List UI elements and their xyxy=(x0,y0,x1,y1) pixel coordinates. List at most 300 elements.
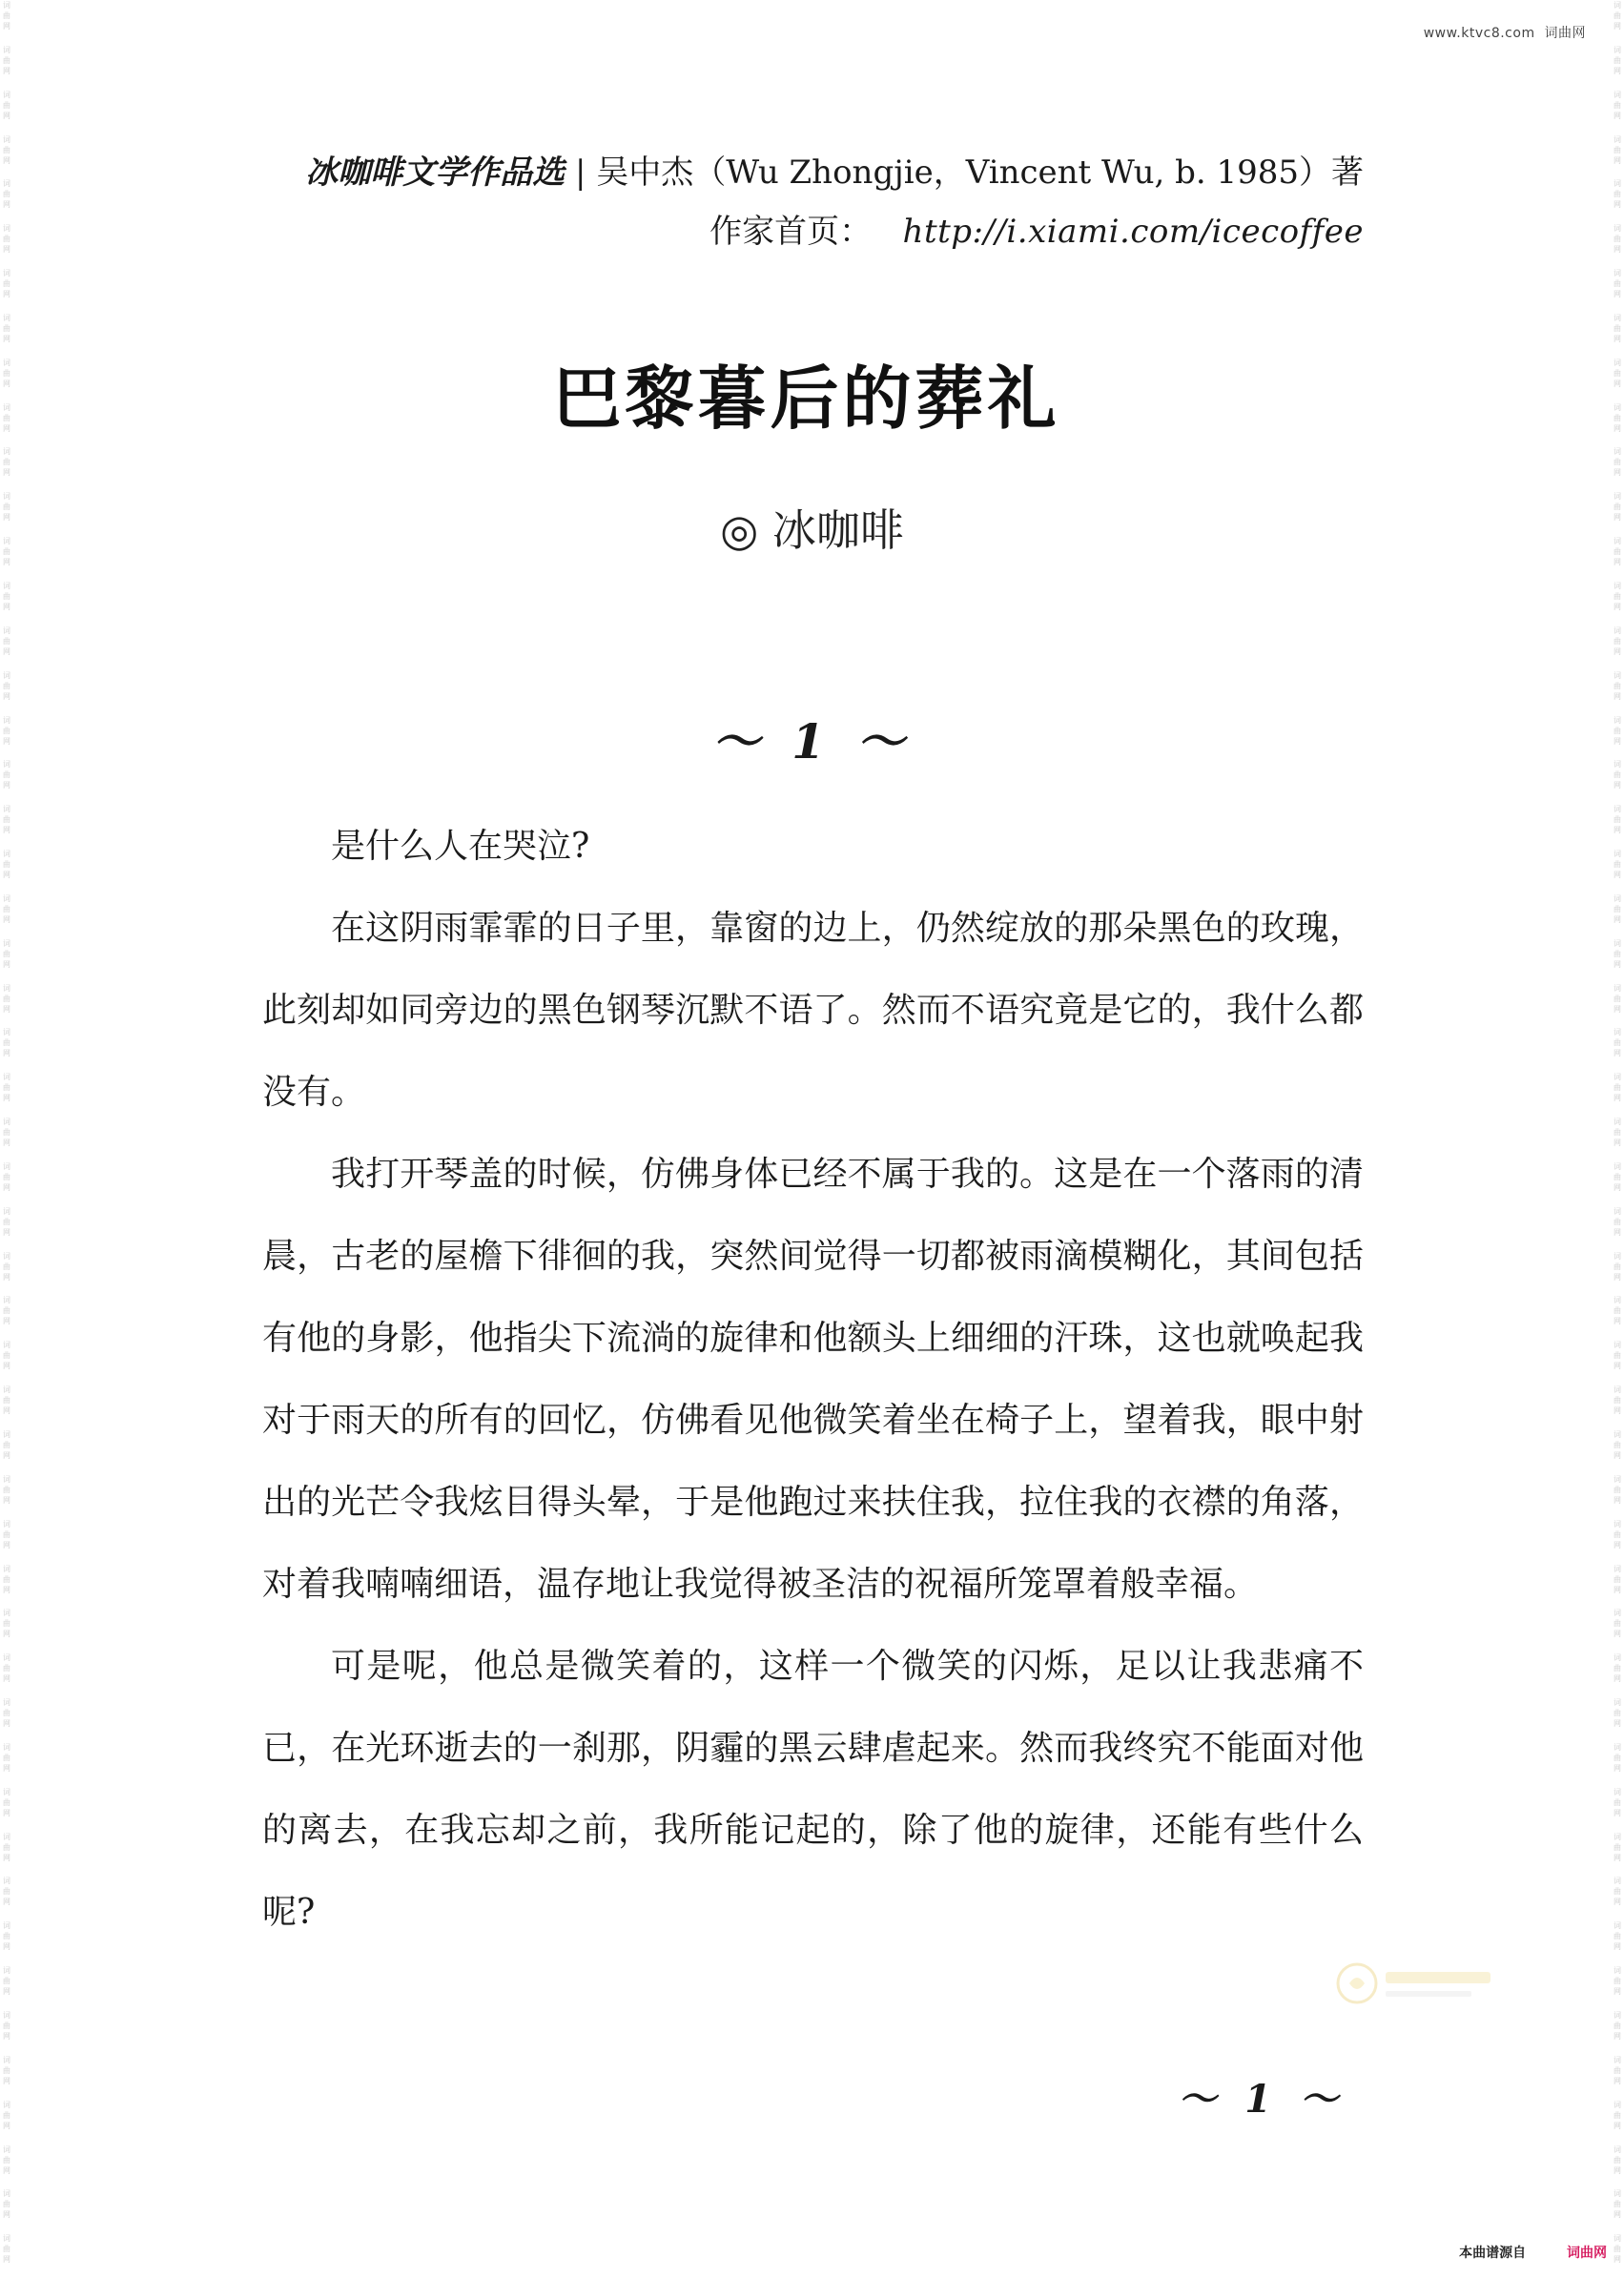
watermark-glyph: 网 xyxy=(1614,558,1621,567)
watermark-gap xyxy=(1611,1997,1624,2010)
watermark-glyph: 词 xyxy=(1614,1073,1621,1082)
watermark-glyph: 网 xyxy=(1614,423,1621,433)
watermark-gap xyxy=(1611,1326,1624,1340)
watermark-glyph: 曲 xyxy=(1614,2200,1621,2209)
watermark-glyph: 网 xyxy=(3,1630,10,1639)
watermark-glyph: 曲 xyxy=(1614,458,1621,467)
watermark-gap xyxy=(0,1639,13,1652)
watermark-glyph: 网 xyxy=(3,155,10,165)
chapter-marker: ～ 1 ～ xyxy=(711,713,913,770)
watermark-glyph: 词 xyxy=(3,2010,10,2020)
watermark-glyph: 网 xyxy=(3,826,10,835)
watermark-glyph: 曲 xyxy=(1614,2110,1621,2120)
watermark-glyph: 曲 xyxy=(1614,145,1621,154)
watermark-glyph: 词 xyxy=(1614,983,1621,993)
watermark-glyph: 网 xyxy=(3,914,10,924)
watermark-glyph: 词 xyxy=(3,581,10,590)
watermark-glyph: 曲 xyxy=(1614,770,1621,780)
watermark-glyph: 词 xyxy=(1614,1341,1621,1350)
watermark-glyph: 词 xyxy=(3,938,10,948)
watermark-gap xyxy=(0,1283,13,1296)
watermark-glyph: 曲 xyxy=(3,1083,10,1093)
watermark-gap xyxy=(1611,1774,1624,1787)
watermark-glyph: 曲 xyxy=(3,2110,10,2120)
watermark-glyph: 网 xyxy=(3,245,10,255)
watermark-glyph: 曲 xyxy=(1614,1664,1621,1673)
watermark-glyph: 词 xyxy=(1614,1564,1621,1573)
watermark-glyph: 网 xyxy=(1614,1630,1621,1639)
watermark-glyph: 词 xyxy=(3,1385,10,1395)
watermark-glyph: 词 xyxy=(3,1519,10,1529)
watermark-glyph: 词 xyxy=(3,2234,10,2244)
footer-source: 本曲谱源自 xyxy=(1459,2246,1527,2261)
watermark-glyph: 曲 xyxy=(3,1887,10,1897)
watermark-gap xyxy=(1611,1550,1624,1564)
watermark-glyph: 网 xyxy=(3,1406,10,1416)
watermark-glyph: 网 xyxy=(1614,2031,1621,2041)
watermark-glyph: 网 xyxy=(3,423,10,433)
document-header xyxy=(305,143,1364,261)
watermark-glyph: 网 xyxy=(3,1004,10,1014)
watermark-glyph: 网 xyxy=(1614,66,1621,75)
watermark-glyph: 曲 xyxy=(3,2065,10,2075)
watermark-glyph: 曲 xyxy=(1614,1351,1621,1361)
watermark-glyph: 曲 xyxy=(3,279,10,289)
watermark-glyph: 词 xyxy=(1614,1787,1621,1796)
watermark-glyph: 曲 xyxy=(1614,1396,1621,1406)
watermark-gap xyxy=(1611,1729,1624,1742)
watermark-gap xyxy=(0,1058,13,1072)
watermark-glyph: 曲 xyxy=(1614,1262,1621,1271)
watermark-gap xyxy=(1611,2220,1624,2233)
watermark-glyph: 曲 xyxy=(1614,11,1621,20)
watermark-glyph: 词 xyxy=(1614,805,1621,814)
watermark-glyph: 曲 xyxy=(3,1441,10,1449)
watermark-glyph: 词 xyxy=(1614,1698,1621,1708)
watermark-gap xyxy=(1611,1461,1624,1474)
watermark-glyph: 词 xyxy=(3,492,10,502)
watermark-gap xyxy=(0,1371,13,1385)
watermark-gap xyxy=(0,1595,13,1609)
watermark-glyph: 词 xyxy=(1614,269,1621,278)
watermark-glyph: 词 xyxy=(1614,1206,1621,1216)
watermark-glyph: 网 xyxy=(1614,468,1621,478)
watermark-glyph: 网 xyxy=(3,200,10,210)
watermark-glyph: 词 xyxy=(1614,313,1621,322)
watermark-glyph: 曲 xyxy=(1614,949,1621,958)
watermark-glyph: 词 xyxy=(1614,2189,1621,2199)
page-number: ～ 1 ～ xyxy=(1178,2077,1346,2122)
watermark-glyph: 网 xyxy=(1614,1987,1621,1997)
watermark-glyph: 曲 xyxy=(1614,1753,1621,1762)
watermark-glyph: 曲 xyxy=(3,1396,10,1406)
watermark-glyph: 网 xyxy=(3,334,10,343)
watermark-glyph: 曲 xyxy=(3,1842,10,1852)
watermark-glyph: 词 xyxy=(3,1787,10,1796)
watermark-glyph: 曲 xyxy=(3,2200,10,2209)
watermark-gap xyxy=(0,210,13,223)
watermark-glyph: 网 xyxy=(3,959,10,969)
watermark-glyph: 词 xyxy=(1614,90,1621,99)
watermark-glyph: 网 xyxy=(1614,1674,1621,1684)
watermark-gap xyxy=(0,612,13,626)
watermark-gap xyxy=(1611,2176,1624,2189)
watermark-glyph: 曲 xyxy=(3,994,10,1003)
watermark-glyph: 网 xyxy=(3,2031,10,2041)
watermark-glyph: 曲 xyxy=(3,2245,10,2254)
watermark-glyph: 词 xyxy=(1614,1118,1621,1127)
watermark-gap xyxy=(0,835,13,849)
watermark-logo-icon xyxy=(1330,1955,1511,2012)
watermark-glyph: 词 xyxy=(1614,447,1621,457)
watermark-glyph: 网 xyxy=(3,2121,10,2130)
watermark-glyph: 曲 xyxy=(3,1797,10,1807)
watermark-glyph: 词 xyxy=(3,45,10,54)
watermark-glyph: 词 xyxy=(3,1564,10,1573)
watermark-gap xyxy=(0,1907,13,1920)
watermark-glyph: 曲 xyxy=(1614,368,1621,378)
watermark-glyph: 词 xyxy=(3,358,10,367)
watermark-glyph: 网 xyxy=(1614,1942,1621,1952)
watermark-glyph: 网 xyxy=(3,111,10,120)
watermark-glyph: 曲 xyxy=(1614,1709,1621,1718)
watermark-glyph: 网 xyxy=(3,1853,10,1862)
watermark-glyph: 曲 xyxy=(3,1932,10,1941)
watermark-glyph: 网 xyxy=(1614,871,1621,880)
watermark-glyph: 词 xyxy=(1614,1921,1621,1931)
watermark-gap xyxy=(0,1238,13,1251)
watermark-gap xyxy=(0,1863,13,1877)
watermark-glyph: 词 xyxy=(3,1073,10,1082)
watermark-glyph: 网 xyxy=(3,1898,10,1907)
header-line-2 xyxy=(305,202,1364,261)
watermark-glyph: 网 xyxy=(3,1182,10,1192)
watermark-glyph: 词 xyxy=(1614,1742,1621,1752)
watermark-glyph: 曲 xyxy=(1614,190,1621,199)
paragraph: 我打开琴盖的时候，仿佛身体已经不属于我的。这是在一个落雨的清晨，古老的屋檐下徘徊的我，突然间觉得一切都被雨滴模糊化，其间包括有他的身影，他指尖下流淌的旋律和他额头上细细的汗珠，这也就唤起我对于雨天的所有的回忆，仿佛看见他微笑着坐在椅子上，望着我，眼中射出的光芒令我炫目得头晕，于是他跑过来扶住我，拉住我的衣襟的角落，对着我喃喃细语，温存地让我觉得被圣洁的祝福所笼罩着般幸福。 xyxy=(262,1155,1364,1604)
watermark-glyph: 曲 xyxy=(1614,1619,1621,1629)
watermark-glyph: 网 xyxy=(3,1094,10,1103)
watermark-glyph: 网 xyxy=(3,2165,10,2175)
watermark-glyph: 网 xyxy=(1614,959,1621,969)
watermark-glyph: 曲 xyxy=(1614,2021,1621,2030)
watermark-glyph: 曲 xyxy=(1614,547,1621,557)
watermark-gap xyxy=(1611,1371,1624,1385)
watermark-glyph: 词 xyxy=(1614,938,1621,948)
watermark-gap xyxy=(1611,1416,1624,1429)
watermark-glyph: 词 xyxy=(3,893,10,903)
watermark-glyph: 曲 xyxy=(1614,681,1621,690)
watermark-glyph: 网 xyxy=(1614,2076,1621,2085)
watermark-gap xyxy=(0,166,13,179)
watermark-glyph: 网 xyxy=(3,1719,10,1729)
watermark-glyph: 曲 xyxy=(3,860,10,870)
watermark-glyph: 曲 xyxy=(1614,860,1621,870)
watermark-glyph: 网 xyxy=(3,290,10,299)
watermark-glyph: 网 xyxy=(3,602,10,611)
watermark-glyph: 曲 xyxy=(3,1664,10,1673)
watermark-gap xyxy=(1611,1863,1624,1877)
watermark-glyph: 曲 xyxy=(3,100,10,110)
watermark-glyph: 曲 xyxy=(3,815,10,825)
watermark-glyph: 词 xyxy=(1614,134,1621,144)
watermark-glyph: 曲 xyxy=(3,636,10,646)
watermark-glyph: 网 xyxy=(1614,1094,1621,1103)
homepage-url: http://i.xiami.com/icecoffee xyxy=(902,213,1364,251)
author-info: 吴中杰（Wu Zhongjie，Vincent Wu, b. 1985）著 xyxy=(596,154,1364,192)
watermark-gap xyxy=(0,1729,13,1742)
watermark-gap xyxy=(0,1818,13,1832)
watermark-glyph: 词 xyxy=(3,626,10,635)
watermark-glyph: 词 xyxy=(1614,1,1621,10)
watermark-gap xyxy=(1611,1506,1624,1519)
watermark-glyph: 网 xyxy=(1614,1585,1621,1594)
watermark-glyph: 网 xyxy=(1614,914,1621,924)
watermark-glyph: 网 xyxy=(1614,22,1621,31)
watermark-gap xyxy=(1611,1238,1624,1251)
watermark-glyph: 网 xyxy=(1614,155,1621,165)
watermark-gap xyxy=(0,2265,13,2278)
watermark-gap xyxy=(1611,1193,1624,1206)
watermark-glyph: 网 xyxy=(1614,1004,1621,1014)
footer xyxy=(1459,2243,1607,2262)
watermark-glyph: 曲 xyxy=(1614,1574,1621,1584)
watermark-glyph: 网 xyxy=(3,66,10,75)
watermark-glyph: 网 xyxy=(3,1495,10,1505)
watermark-gap xyxy=(0,1997,13,2010)
watermark-glyph: 曲 xyxy=(3,1753,10,1762)
watermark-glyph: 曲 xyxy=(3,458,10,467)
watermark-glyph: 词 xyxy=(3,2189,10,2199)
watermark-gap xyxy=(1611,2265,1624,2278)
watermark-gap xyxy=(0,1015,13,1028)
watermark-gap xyxy=(1611,835,1624,849)
watermark-glyph: 网 xyxy=(1614,245,1621,255)
watermark-glyph: 词 xyxy=(1614,1474,1621,1484)
watermark-glyph: 词 xyxy=(3,90,10,99)
watermark-glyph: 曲 xyxy=(1614,2065,1621,2075)
watermark-glyph: 网 xyxy=(3,1049,10,1058)
watermark-glyph: 网 xyxy=(3,691,10,701)
watermark-glyph: 网 xyxy=(1614,2210,1621,2220)
watermark-glyph: 词 xyxy=(1614,2234,1621,2244)
watermark-gap xyxy=(0,2042,13,2055)
watermark-glyph: 网 xyxy=(3,871,10,880)
watermark-glyph: 网 xyxy=(1614,1719,1621,1729)
left-watermark-strip xyxy=(0,0,13,2278)
watermark-glyph: 曲 xyxy=(1614,1842,1621,1852)
watermark-glyph: 曲 xyxy=(1614,1217,1621,1226)
watermark-gap xyxy=(0,1550,13,1564)
body-text xyxy=(262,806,1364,1954)
watermark-glyph: 曲 xyxy=(3,190,10,199)
watermark-gap xyxy=(0,76,13,90)
watermark-gap xyxy=(0,1952,13,1965)
watermark-glyph: 词 xyxy=(1614,1385,1621,1395)
watermark-glyph: 曲 xyxy=(3,1306,10,1316)
watermark-glyph: 词 xyxy=(1614,1966,1621,1976)
watermark-glyph: 词 xyxy=(3,1474,10,1484)
watermark-gap xyxy=(1611,2131,1624,2145)
watermark-glyph: 网 xyxy=(1614,1406,1621,1416)
watermark-glyph: 词 xyxy=(3,1251,10,1261)
watermark-glyph: 曲 xyxy=(3,1128,10,1138)
watermark-glyph: 网 xyxy=(1614,334,1621,343)
watermark-glyph: 词 xyxy=(3,1609,10,1618)
watermark-gap xyxy=(1611,121,1624,134)
watermark-glyph: 网 xyxy=(3,1763,10,1773)
watermark-glyph: 网 xyxy=(1614,2255,1621,2265)
watermark-glyph: 网 xyxy=(3,22,10,31)
watermark-gap xyxy=(1611,880,1624,893)
watermark-glyph: 网 xyxy=(3,468,10,478)
watermark-glyph: 网 xyxy=(1614,1451,1621,1460)
watermark-glyph: 网 xyxy=(1614,290,1621,299)
watermark-glyph: 网 xyxy=(3,1227,10,1237)
watermark-glyph: 网 xyxy=(1614,1853,1621,1862)
watermark-glyph: 词 xyxy=(3,1966,10,1976)
watermark-gap xyxy=(0,925,13,938)
watermark-gap xyxy=(0,1506,13,1519)
watermark-glyph: 词 xyxy=(1614,2010,1621,2020)
watermark-glyph: 曲 xyxy=(1614,55,1621,65)
watermark-glyph: 网 xyxy=(3,646,10,656)
watermark-glyph: 词 xyxy=(1614,224,1621,234)
watermark-gap xyxy=(1611,970,1624,983)
watermark-glyph: 曲 xyxy=(1614,1306,1621,1316)
watermark-gap xyxy=(0,1461,13,1474)
watermark-glyph: 词 xyxy=(1614,492,1621,502)
watermark-glyph: 网 xyxy=(1614,2121,1621,2130)
watermark-glyph: 曲 xyxy=(3,145,10,154)
watermark-glyph: 曲 xyxy=(3,547,10,557)
watermark-gap xyxy=(1611,31,1624,45)
footer-brand-link[interactable]: 词曲网 xyxy=(1567,2246,1607,2261)
paragraph: 在这阴雨霏霏的日子里，靠窗的边上，仍然绽放的那朵黑色的玫瑰，此刻却如同旁边的黑色钢琴沉默不语了。然而不语究竟是它的，我什么都没有。 xyxy=(262,909,1364,1112)
watermark-glyph: 词 xyxy=(3,179,10,189)
watermark-glyph: 网 xyxy=(1614,1362,1621,1371)
watermark-glyph: 网 xyxy=(3,1987,10,1997)
watermark-glyph: 词 xyxy=(3,2145,10,2154)
watermark-glyph: 曲 xyxy=(1614,1797,1621,1807)
watermark-gap xyxy=(1611,1639,1624,1652)
watermark-glyph: 曲 xyxy=(1614,413,1621,422)
watermark-glyph: 曲 xyxy=(1614,904,1621,913)
watermark-glyph: 网 xyxy=(3,1942,10,1952)
watermark-glyph: 曲 xyxy=(3,235,10,244)
watermark-gap xyxy=(1611,210,1624,223)
watermark-glyph: 曲 xyxy=(1614,235,1621,244)
watermark-glyph: 网 xyxy=(1614,1317,1621,1326)
watermark-glyph: 网 xyxy=(3,1317,10,1326)
watermark-glyph: 曲 xyxy=(3,1977,10,1986)
watermark-glyph: 曲 xyxy=(1614,1038,1621,1048)
watermark-glyph: 词 xyxy=(1614,1251,1621,1261)
watermark-glyph: 曲 xyxy=(3,591,10,601)
watermark-gap xyxy=(0,1193,13,1206)
watermark-glyph: 词 xyxy=(3,1341,10,1350)
watermark-glyph: 词 xyxy=(3,850,10,859)
watermark-gap xyxy=(0,567,13,581)
site-name: 词曲网 xyxy=(1544,26,1586,41)
watermark-glyph: 词 xyxy=(3,134,10,144)
watermark-gap xyxy=(1611,478,1624,491)
watermark-gap xyxy=(1611,76,1624,90)
watermark-gap xyxy=(1611,299,1624,313)
watermark-glyph: 网 xyxy=(1614,1898,1621,1907)
watermark-glyph: 词 xyxy=(3,805,10,814)
page-title: 巴黎暮后的葬礼 xyxy=(552,359,1060,439)
watermark-gap xyxy=(1611,1103,1624,1117)
homepage-label: 作家首页： xyxy=(709,213,873,251)
watermark-glyph: 词 xyxy=(3,1430,10,1439)
watermark-glyph: 词 xyxy=(1614,715,1621,725)
watermark-glyph: 曲 xyxy=(1614,2155,1621,2165)
watermark-glyph: 曲 xyxy=(1614,1441,1621,1449)
watermark-glyph: 词 xyxy=(3,224,10,234)
watermark-gap xyxy=(1611,1283,1624,1296)
watermark-glyph: 网 xyxy=(3,736,10,746)
watermark-glyph: 网 xyxy=(3,781,10,790)
watermark-gap xyxy=(0,1148,13,1161)
watermark-glyph: 曲 xyxy=(3,949,10,958)
watermark-glyph: 网 xyxy=(1614,826,1621,835)
watermark-glyph: 网 xyxy=(1614,736,1621,746)
watermark-glyph: 词 xyxy=(3,1,10,10)
watermark-glyph: 曲 xyxy=(1614,1529,1621,1539)
watermark-glyph: 曲 xyxy=(1614,636,1621,646)
watermark-glyph: 网 xyxy=(1614,1049,1621,1058)
watermark-gap xyxy=(1611,1907,1624,1920)
watermark-glyph: 曲 xyxy=(3,1574,10,1584)
watermark-glyph: 词 xyxy=(3,1877,10,1886)
watermark-glyph: 词 xyxy=(1614,1877,1621,1886)
paragraph: 可是呢，他总是微笑着的，这样一个微笑的闪烁，足以让我悲痛不已，在光环逝去的一刹那，阴霾的黑云肆虐起来。然而我终究不能面对他的离去，在我忘却之前，我所能记起的，除了他的旋律，还能有些什么呢? xyxy=(262,1647,1364,1932)
watermark-glyph: 网 xyxy=(3,1139,10,1148)
watermark-gap xyxy=(0,31,13,45)
site-url: www.ktvc8.com xyxy=(1423,26,1535,41)
watermark-gap xyxy=(1611,1818,1624,1832)
watermark-glyph: 曲 xyxy=(1614,100,1621,110)
watermark-glyph: 曲 xyxy=(3,2021,10,2030)
watermark-glyph: 曲 xyxy=(3,1709,10,1718)
watermark-glyph: 词 xyxy=(1614,2055,1621,2064)
watermark-glyph: 网 xyxy=(3,379,10,388)
watermark-gap xyxy=(1611,1015,1624,1028)
watermark-glyph: 曲 xyxy=(3,1172,10,1181)
watermark-glyph: 曲 xyxy=(3,11,10,20)
watermark-glyph: 词 xyxy=(3,1832,10,1841)
watermark-glyph: 网 xyxy=(3,1362,10,1371)
watermark-glyph: 曲 xyxy=(1614,1887,1621,1897)
watermark-gap xyxy=(1611,255,1624,268)
watermark-glyph: 网 xyxy=(3,1674,10,1684)
watermark-glyph: 词 xyxy=(3,1118,10,1127)
watermark-glyph: 词 xyxy=(1614,1161,1621,1171)
watermark-glyph: 词 xyxy=(1614,1653,1621,1663)
watermark-gap xyxy=(1611,1148,1624,1161)
watermark-glyph: 词 xyxy=(3,1206,10,1216)
watermark-glyph: 网 xyxy=(1614,1808,1621,1817)
header-separator: | xyxy=(575,154,586,192)
header-line-1 xyxy=(305,143,1364,202)
watermark-glyph: 词 xyxy=(1614,850,1621,859)
watermark-glyph: 网 xyxy=(1614,200,1621,210)
watermark-glyph: 词 xyxy=(1614,402,1621,412)
watermark-gap xyxy=(0,880,13,893)
watermark-gap xyxy=(1611,790,1624,804)
watermark-glyph: 词 xyxy=(1614,2145,1621,2154)
